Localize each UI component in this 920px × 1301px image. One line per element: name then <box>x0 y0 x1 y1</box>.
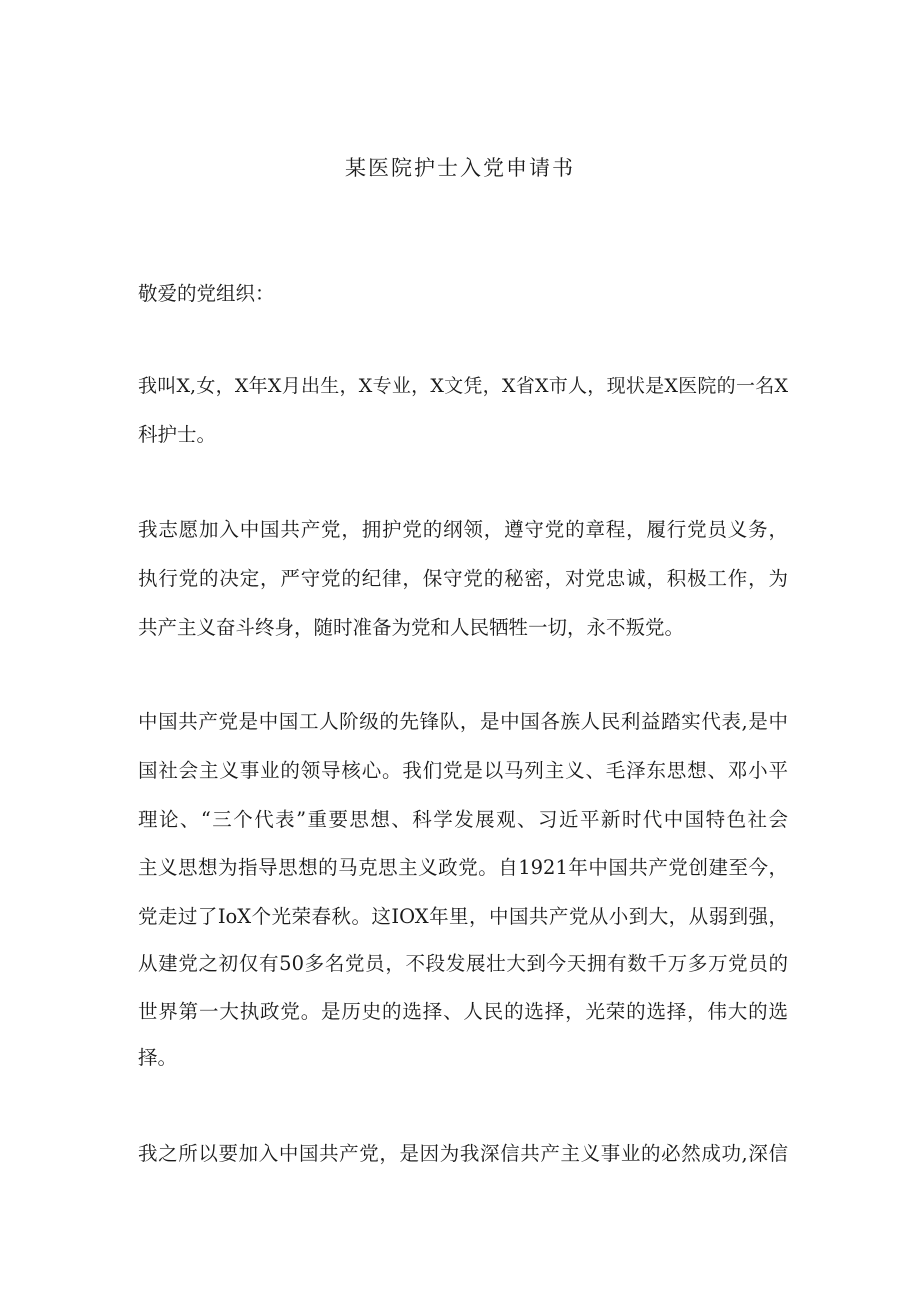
paragraph-line: 理论、“三个代表”重要思想、科学发展观、习近平新时代中国特色社会 <box>138 808 788 831</box>
salutation: 敬爱的党组织： <box>138 282 275 305</box>
paragraph-line: 择。 <box>138 1046 178 1069</box>
document-title: 某医院护士入党申请书 <box>345 156 575 180</box>
paragraph-line: 共产主义奋斗终身，随时准备为党和人民牺牲一切，永不叛党。 <box>138 616 685 639</box>
paragraph-line: 国社会主义事业的领导核心。我们党是以马列主义、毛泽东思想、邓小平 <box>138 759 788 782</box>
paragraph-line: 我之所以要加入中国共产党，是因为我深信共产主义事业的必然成功,深信 <box>138 1142 788 1165</box>
paragraph-line: 执行党的决定，严守党的纪律，保守党的秘密，对党忠诚，积极工作，为 <box>138 567 788 590</box>
paragraph-line: 世界第一大执政党。是历史的选择、人民的选择，光荣的选择，伟大的选 <box>138 1000 788 1023</box>
paragraph-line: 党走过了IoX个光荣春秋。这IOX年里，中国共产党从小到大，从弱到强， <box>138 905 788 928</box>
paragraph-line: 我叫X,女，X年X月出生，X专业，X文凭，X省X市人，现状是X医院的一名X <box>138 375 788 397</box>
paragraph-line: 从建党之初仅有50多名党员，不段发展壮大到今天拥有数千万多万党员的 <box>138 952 788 975</box>
paragraph-line: 我志愿加入中国共产党，拥护党的纲领，遵守党的章程，履行党员义务， <box>138 518 788 541</box>
paragraph-line: 主义思想为指导思想的马克思主义政党。自1921年中国共产党创建至今， <box>138 856 788 879</box>
paragraph-line: 中国共产党是中国工人阶级的先锋队，是中国各族人民利益踏实代表,是中 <box>138 710 788 733</box>
paragraph-line: 科护士。 <box>138 423 217 446</box>
